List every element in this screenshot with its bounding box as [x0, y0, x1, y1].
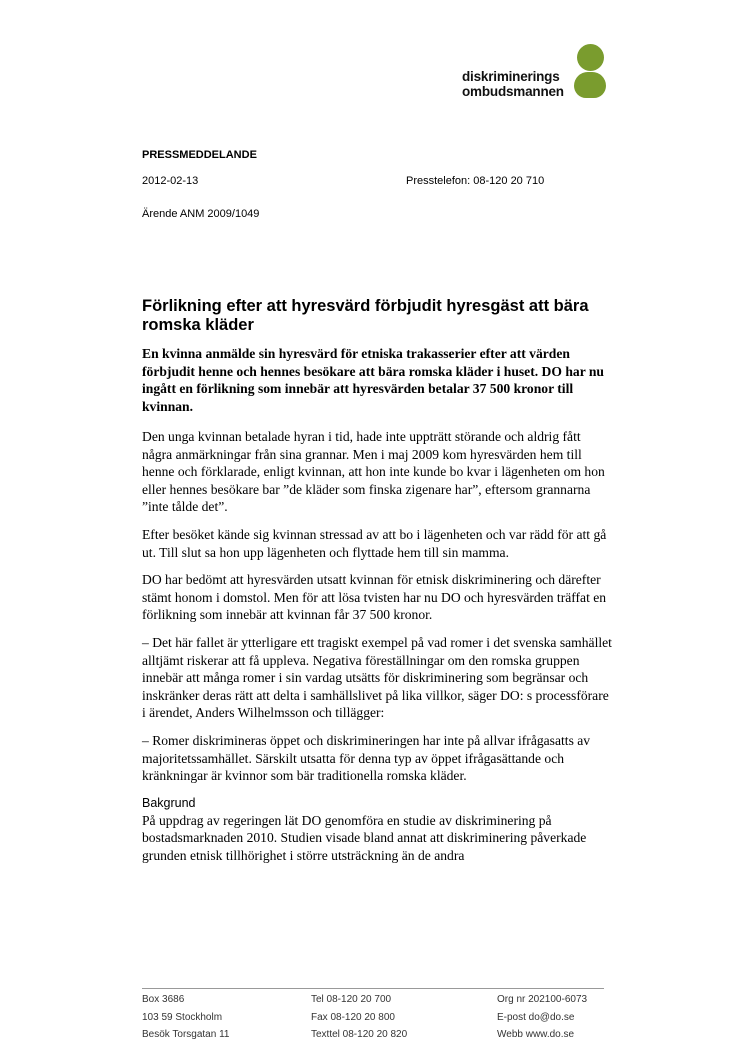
article-lead: En kvinna anmälde sin hyresvärd för etniska trakasserier efter att värden förbjudit henne och hennes besökare att bära romska kläder i huset. DO har nu ingått en förlikning som innebär att hyresvärden betalar 37 500 kronor till kvinnan. — [142, 346, 604, 414]
footer-line: Tel 08-120 20 700 — [311, 994, 392, 1005]
footer-contact — [497, 991, 587, 1044]
footer-line: Texttel 08-120 20 820 — [311, 1029, 408, 1040]
date: 2012-02-13 — [142, 175, 199, 187]
footer-line: 103 59 Stockholm — [142, 1011, 223, 1023]
document-type-label: PRESSMEDDELANDE — [142, 149, 257, 161]
paragraph: DO har bedömt att hyresvärden utsatt kvinnan för etnisk diskriminering och därefter stämt honom i domstol. Men för att lösa tvisten har nu DO och hyresvärden träffat en förlikning som innebär att kvinnan får 37 500 kronor. — [142, 572, 607, 623]
article-body — [142, 428, 612, 874]
paragraph: Efter besöket kände sig kvinnan stressad av att bo i lägenheten och var rädd för att gå ut. Till slut sa hon upp lägenheten och flyttade hem till sin mamma. — [142, 526, 607, 560]
paragraph: På uppdrag av regeringen lät DO genomföra en studie av diskriminering på bostadsmarknaden 2010. Studien visade bland annat att diskriminering påverkade grunden etnisk tillhörighet i större utsträckning än de andra — [142, 812, 587, 863]
logo-wordmark — [462, 69, 564, 99]
article-title: Förlikning efter att hyresvärd förbjudit hyresgäst att bära romska kläder — [142, 297, 589, 334]
logo-line-2: ombudsmannen — [462, 84, 564, 99]
press-phone: Presstelefon: 08-120 20 710 — [406, 175, 545, 187]
case-number: Ärende ANM 2009/1049 — [142, 208, 260, 220]
footer-phones — [311, 991, 407, 1044]
footer-line: Besök Torsgatan 11 — [142, 1029, 230, 1040]
logo-line-1: diskriminerings — [462, 69, 560, 84]
footer-line: Box 3686 — [142, 994, 185, 1005]
footer-divider — [142, 988, 604, 989]
footer-line: Fax 08-120 20 800 — [311, 1011, 395, 1023]
section-heading: Bakgrund — [142, 795, 196, 810]
paragraph: – Romer diskrimineras öppet och diskrimineringen har inte på allvar ifrågasatts av majoritetssamhället. Särskilt utsatta för denna typ av öppet ifrågasättande och kränkningar är kvinnor som bär traditionella romska kläder. — [142, 732, 591, 784]
footer-address — [142, 991, 229, 1044]
logo-person-head-icon — [577, 44, 604, 71]
logo — [462, 44, 607, 100]
footer-line: Org nr 202100-6073 — [497, 994, 588, 1005]
logo-person-body-icon — [574, 72, 606, 98]
footer-line: E-post do@do.se — [497, 1011, 575, 1023]
footer-line: Webb www.do.se — [497, 1029, 575, 1040]
paragraph: – Det här fallet är ytterligare ett tragiskt exempel på vad romer i det svenska samhället alltjämt riskerar att få uppleva. Negativa föreställningar om den romska gruppen innebär att många romer i sin vardag utsätts för diskriminering som begränsar och inskränker deras rätt att delta i samhällslivet på lika villkor, säger DO: s processförare i ärendet, Anders Wilhelmsson och tillägger: — [142, 634, 612, 721]
paragraph: Den unga kvinnan betalade hyran i tid, hade inte uppträtt störande och aldrig fått några anmärkningar från sina grannar. Men i maj 2009 kom hyresvärden hem till henne och förklarade, enligt kvinnan, att hon inte kunde bo kvar i lägenheten om hon eller hennes besökare bar ”de kläder som finska zigenare har”, eftersom grannarna ”inte tålde det”. — [142, 429, 605, 515]
